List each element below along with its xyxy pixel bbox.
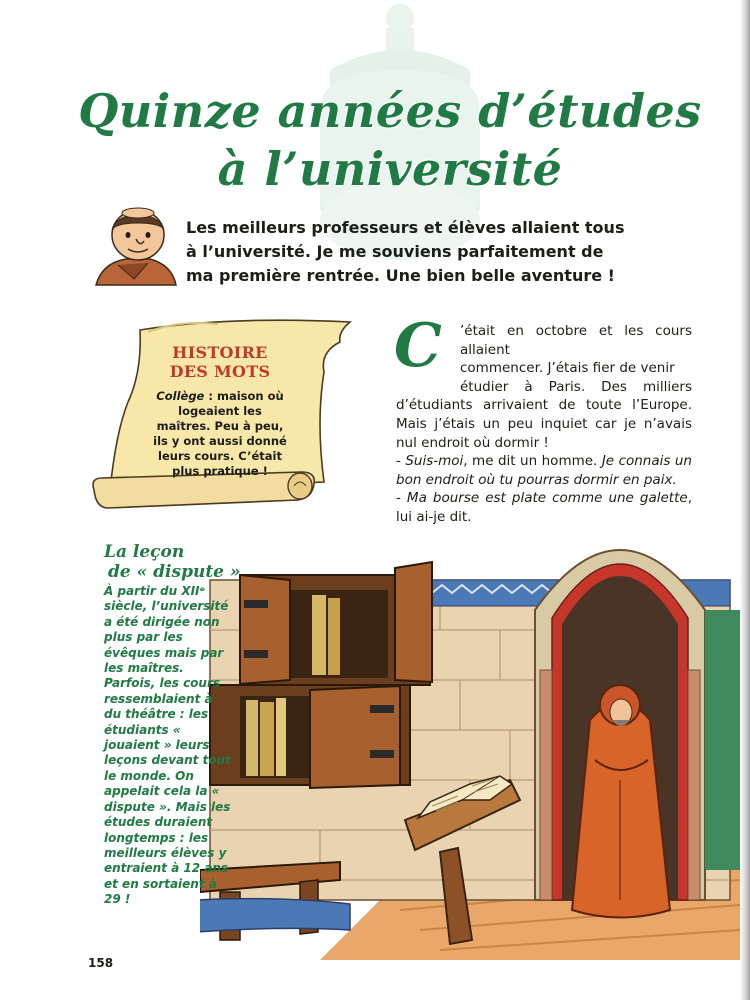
histoire-des-mots-heading: [160, 343, 280, 381]
page-title-line2: à l’université: [217, 142, 563, 196]
drop-cap: C: [394, 311, 442, 381]
university-cloister-illustration: [200, 500, 740, 960]
monk-portrait-icon: [88, 205, 180, 287]
scan-edge-shadow: [740, 0, 750, 1000]
heading-line1: HISTOIRE: [172, 343, 268, 362]
intro-paragraph: Les meilleurs professeurs et élèves allaient tous à l’université. Je me souviens parfaitement de ma première rentrée. Une bien belle aventure !: [186, 218, 625, 285]
term-college: Collège: [156, 389, 205, 403]
dialogue-1: - Suis-moi, me dit un homme. Je connais un bon endroit où tu pourras dormir en paix.: [396, 453, 692, 488]
story-rest: Des milliers d’étudiants arrivaient de toute l’Europe. Mais j’étais un peu inquiet car je n’avais nul endroit où dormir !: [396, 378, 692, 451]
story-line3: étudier à Paris.: [460, 378, 586, 395]
sidebar-title-line2: de « dispute »: [108, 562, 241, 582]
sidebar-title-line1: La leçon: [104, 542, 185, 562]
page-title-line1: Quinze années d’études: [78, 84, 702, 138]
heading-line2: DES MOTS: [169, 362, 271, 381]
sidebar-title: [104, 542, 241, 582]
page-number: 158: [88, 956, 114, 970]
sidebar-text: À partir du XIIᵉ siècle, l’université a été dirigée non plus par les évêques mais par les maîtres. Parfois, les cours ressemblaient à du théâtre : les étudiants « jouaient » leurs leçons devant tout le monde. On appelait cela la « dispute ». Mais les études duraient longtemps : les meilleurs élèves y entraient à 12 ans et en sortaient à 29 !: [104, 584, 231, 907]
histoire-des-mots-text: [152, 389, 288, 479]
story-text: [396, 322, 692, 527]
dialogue-2: - Ma bourse est plate comme une galette, lui ai-je dit.: [396, 490, 692, 525]
page-title: [60, 82, 720, 198]
story-line1: ’était en octobre et les cours allaient: [460, 323, 692, 358]
term-definition: : maison où logeaient les maîtres. Peu à peu, ils y ont aussi donné leurs cours. C’était plus pratique !: [153, 389, 287, 478]
story-line2: commencer. J’étais fier de venir: [460, 360, 675, 377]
